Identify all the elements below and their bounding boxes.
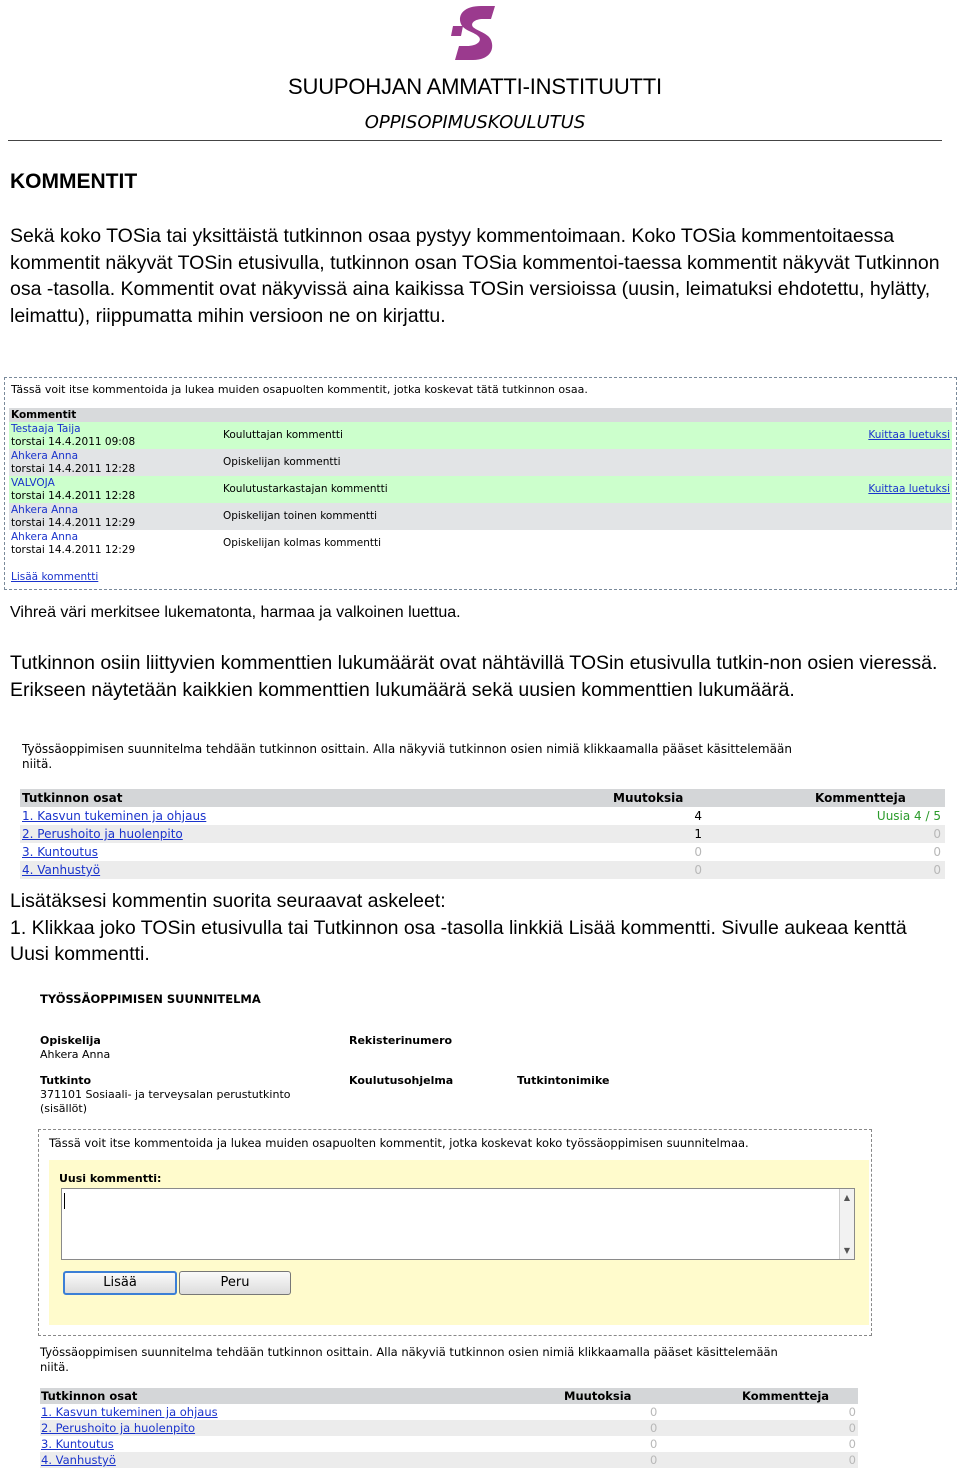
changes-count: 0 — [694, 863, 702, 877]
paragraph-steps — [10, 888, 945, 968]
comment-row — [9, 503, 952, 530]
part-link[interactable]: 2. Perushoito ja huolenpito — [22, 827, 183, 841]
part-link[interactable]: 1. Kasvun tukeminen ja ohjaus — [41, 1405, 218, 1419]
col-comments: Kommentteja — [815, 791, 906, 805]
header-divider — [8, 140, 942, 141]
col-changes: Muutoksia — [613, 791, 684, 805]
comment-author: Ahkera Anna — [11, 450, 79, 462]
paragraph-color-legend: Vihreä väri merkitsee lukematonta, harmaa ja valkoinen luettua. — [10, 604, 461, 621]
comment-text: Opiskelijan kommentti — [223, 456, 341, 468]
parts-table — [20, 789, 945, 879]
changes-count: 4 — [694, 809, 702, 823]
table-row — [40, 1436, 858, 1452]
parts-intro-2: Työssäoppimisen suunnitelma tehdään tutkinnon osittain. Alla näkyviä tutkinnon osien nimiä klikkaamalla pääset käsittelemään niitä. — [40, 1345, 778, 1374]
scroll-down-icon[interactable]: ▼ — [843, 1246, 851, 1255]
comment-text: Opiskelijan toinen kommentti — [223, 510, 378, 522]
comments-screenshot — [4, 377, 957, 590]
steps-intro: Lisätäksesi kommentin suorita seuraavat askeleet: — [10, 890, 446, 912]
new-comment-screenshot — [30, 985, 910, 1465]
text-caret — [64, 1193, 65, 1209]
comments-intro: Tässä voit itse kommentoida ja lukea muiden osapuolten kommentit, jotka koskevat tätä tutkinnon osaa. — [11, 383, 588, 396]
comment-date: torstai 14.4.2011 12:28 — [11, 463, 136, 475]
comment-box-intro: Tässä voit itse kommentoida ja lukea muiden osapuolten kommentit, jotka koskevat koko työssäoppimisen suunnitelmaa. — [49, 1136, 749, 1150]
comment-text: Kouluttajan kommentti — [223, 429, 343, 441]
add-comment-link[interactable]: Lisää kommentti — [11, 571, 99, 583]
comment-date: torstai 14.4.2011 12:28 — [11, 490, 136, 502]
comment-author: Ahkera Anna — [11, 531, 79, 543]
part-link[interactable]: 3. Kuntoutus — [41, 1437, 114, 1451]
mark-read-link[interactable]: Kuittaa luetuksi — [868, 483, 950, 495]
parts-screenshot — [10, 742, 945, 882]
comments-count: 0 — [933, 845, 941, 859]
parts-intro: Työssäoppimisen suunnitelma tehdään tutkinnon osittain. Alla näkyviä tutkinnon osien nimiä klikkaamalla pääset käsittelemään niitä. — [22, 742, 792, 771]
changes-count: 0 — [650, 1437, 658, 1451]
comment-date: torstai 14.4.2011 12:29 — [11, 517, 136, 529]
table-row — [20, 825, 945, 843]
comments-count: 0 — [933, 827, 941, 841]
comments-header: Kommentit — [9, 408, 952, 422]
comment-row — [9, 449, 952, 476]
comments-count: 0 — [848, 1421, 856, 1435]
table-row — [20, 807, 945, 825]
degree-value-contents: (sisällöt) — [40, 1102, 87, 1115]
comment-box — [38, 1129, 872, 1336]
paragraph-intro: Sekä koko TOSia tai yksittäistä tutkinnon osaa pystyy kommentoimaan. Koko TOSia kommentoitaessa kommentit näkyvät TOSin etusivulla, tutkinnon osan TOSia kommentoi-taessa kommentit näkyvät Tutkinnon osa -tasolla. Kommentit ovat näkyvissä aina kaikissa TOSin versioissa (uusin, leimatuksi ehdotettu, hylätty, leimattu), riippumatta mihin versioon ne on kirjattu. — [10, 225, 940, 327]
comment-author: Testaaja Taija — [11, 423, 81, 435]
comment-row — [9, 476, 952, 503]
table-header — [20, 789, 945, 807]
changes-count: 0 — [650, 1421, 658, 1435]
table-header — [40, 1388, 858, 1404]
comments-count: 0 — [848, 1437, 856, 1451]
comments-count: 0 — [933, 863, 941, 877]
changes-count: 0 — [650, 1453, 658, 1467]
comment-author: Ahkera Anna — [11, 504, 79, 516]
changes-count: 0 — [694, 845, 702, 859]
part-link[interactable]: 2. Perushoito ja huolenpito — [41, 1421, 196, 1435]
degree-value: 371101 Sosiaali- ja terveysalan perustutkinto — [40, 1088, 291, 1101]
part-link[interactable]: 4. Vanhustyö — [22, 863, 101, 877]
new-comment-panel — [49, 1160, 869, 1325]
comment-text: Opiskelijan kolmas kommentti — [223, 537, 382, 549]
comment-author: VALVOJA — [11, 477, 55, 489]
parts-table-2 — [40, 1388, 858, 1468]
degree-label: Tutkinto — [40, 1074, 92, 1087]
comment-text: Koulutustarkastajan kommentti — [223, 483, 388, 495]
organization-subtitle: OPPISOPIMUSKOULUTUS — [364, 112, 586, 133]
col-changes: Muutoksia — [564, 1389, 632, 1403]
student-value: Ahkera Anna — [40, 1048, 111, 1061]
student-label: Opiskelija — [40, 1034, 101, 1047]
paragraph-comment-counts: Tutkinnon osiin liittyvien kommenttien lukumäärät ovat nähtävillä TOSin etusivulla tutkin-non osien vieressä. Erikseen näytetään kaikkien kommenttien lukumäärä sekä uusien kommenttien lukumäärä. — [10, 652, 938, 701]
table-row — [20, 843, 945, 861]
new-comment-label: Uusi kommentti: — [59, 1172, 162, 1185]
plan-title: TYÖSSÄOPPIMISEN SUUNNITELMA — [40, 992, 261, 1006]
table-row — [20, 861, 945, 879]
col-comments: Kommentteja — [742, 1389, 830, 1403]
changes-count: 0 — [650, 1405, 658, 1419]
degree-title-label: Tutkintonimike — [517, 1074, 610, 1087]
table-row — [40, 1452, 858, 1468]
mark-read-link[interactable]: Kuittaa luetuksi — [868, 429, 950, 441]
school-logo — [451, 4, 497, 62]
comments-count: 0 — [848, 1453, 856, 1467]
col-parts: Tutkinnon osat — [22, 791, 123, 805]
comment-row — [9, 422, 952, 449]
comment-row — [9, 530, 952, 557]
new-comment-textarea[interactable] — [61, 1188, 855, 1260]
table-row — [40, 1404, 858, 1420]
comment-date: torstai 14.4.2011 09:08 — [11, 436, 136, 448]
register-label: Rekisterinumero — [349, 1034, 453, 1047]
scroll-up-icon[interactable]: ▲ — [843, 1193, 851, 1202]
part-link[interactable]: 4. Vanhustyö — [41, 1453, 116, 1467]
organization-name: SUUPOHJAN AMMATTI-INSTITUUTTI — [288, 74, 662, 99]
table-row — [40, 1420, 858, 1436]
cancel-button[interactable]: Peru — [179, 1271, 291, 1295]
part-link[interactable]: 1. Kasvun tukeminen ja ohjaus — [22, 809, 207, 823]
col-parts: Tutkinnon osat — [41, 1389, 138, 1403]
changes-count: 1 — [694, 827, 702, 841]
textarea-scrollbar[interactable] — [839, 1189, 854, 1259]
step-1: 1. Klikkaa joko TOSin etusivulla tai Tutkinnon osa -tasolla linkkiä Lisää kommentti. Sivulle aukeaa kenttä Uusi kommentti. — [10, 916, 907, 965]
comments-count: Uusia 4 / 5 — [876, 809, 941, 823]
comments-count: 0 — [848, 1405, 856, 1419]
comment-date: torstai 14.4.2011 12:29 — [11, 544, 136, 556]
part-link[interactable]: 3. Kuntoutus — [22, 845, 98, 859]
program-label: Koulutusohjelma — [349, 1074, 454, 1087]
add-button[interactable]: Lisää — [63, 1271, 177, 1295]
section-heading: KOMMENTIT — [10, 170, 138, 193]
